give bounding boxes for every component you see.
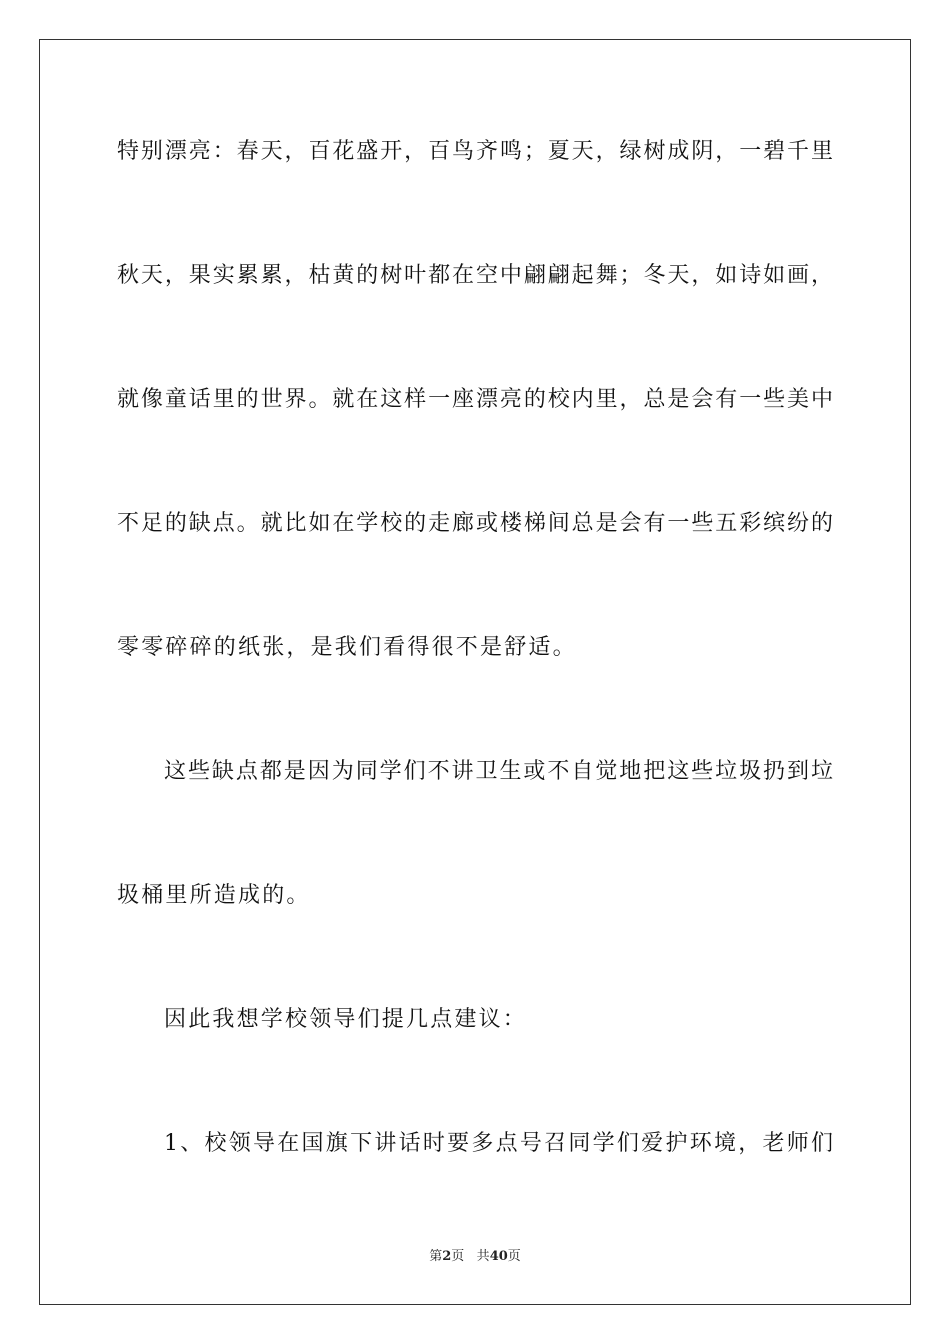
text-line-5: 零零碎碎的纸张，是我们看得很不是舒适。 [117,635,577,660]
text-line-9: 1、校领导在国旗下讲话时要多点号召同学们爱护环境，老师们 [164,1131,833,1156]
page-footer [0,1248,950,1266]
text-line-1: 特别漂亮：春天，百花盛开，百鸟齐鸣；夏天，绿树成阴，一碧千里 [117,139,833,164]
footer-prefix: 第 [429,1249,443,1264]
footer-page-suffix: 页 [451,1249,465,1264]
footer-total-suffix: 页 [507,1249,521,1264]
footer-total-pages: 40 [489,1249,508,1264]
text-line-8: 因此我想学校领导们提几点建议： [164,1007,528,1032]
text-line-6: 这些缺点都是因为同学们不讲卫生或不自觉地把这些垃圾扔到垃 [164,759,833,784]
footer-total-prefix: 共 [476,1249,490,1264]
text-line-2: 秋天，果实累累，枯黄的树叶都在空中翩翩起舞；冬天，如诗如画， [117,263,833,288]
footer-current-page: 2 [442,1249,452,1264]
text-line-3: 就像童话里的世界。就在这样一座漂亮的校内里，总是会有一些美中 [117,387,833,412]
page-frame [39,39,911,1305]
text-line-4: 不足的缺点。就比如在学校的走廊或楼梯间总是会有一些五彩缤纷的 [117,511,833,536]
text-line-7: 圾桶里所造成的。 [117,883,311,908]
